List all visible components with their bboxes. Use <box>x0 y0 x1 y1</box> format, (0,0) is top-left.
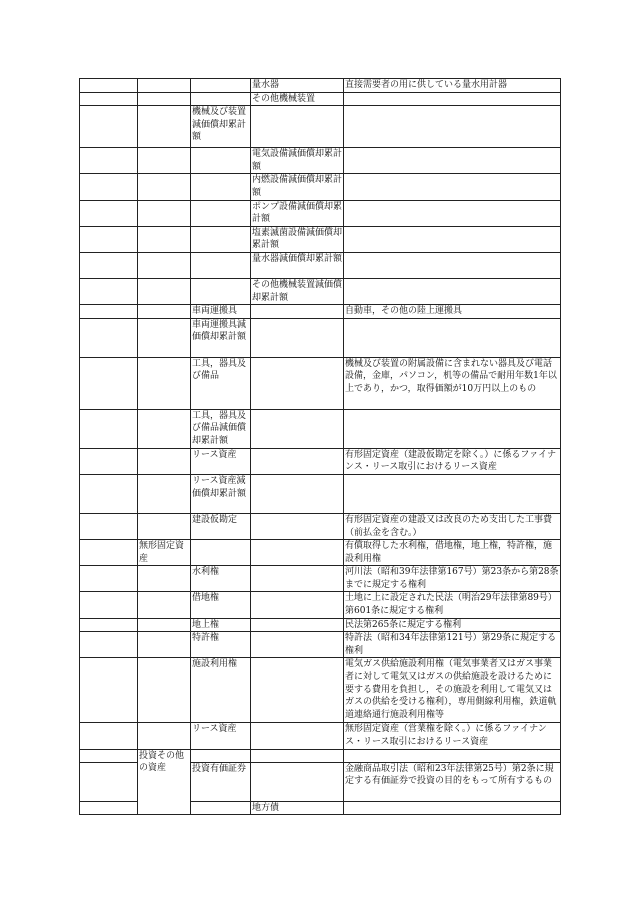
cell <box>138 592 191 618</box>
cell <box>251 632 344 658</box>
table-row <box>80 513 561 539</box>
cell: 土地に上に設定された民法（明治29年法律第89号）第601条に規定する権利 <box>344 592 561 618</box>
cell: 金融商品取引法（昭和23年法律第25号）第2条に規定する有価証券で投資の目的をもって所有するもの <box>344 762 561 801</box>
table-row <box>80 106 561 148</box>
cell <box>191 92 251 106</box>
cell: その他機械装置減価償却累計額 <box>251 278 344 304</box>
cell <box>80 540 138 566</box>
cell: リース資産減価償却累計額 <box>191 474 251 513</box>
cell <box>344 200 561 226</box>
cell: 有償取得した水利権，借地権，地上権，特許権，施設利用権 <box>344 540 561 566</box>
cell: 施設利用権 <box>191 658 251 723</box>
cell <box>80 658 138 723</box>
cell <box>80 618 138 632</box>
table-row <box>80 92 561 106</box>
cell <box>80 357 138 409</box>
cell <box>80 801 138 815</box>
table-row <box>80 540 561 566</box>
cell: 無形固定資産（営業権を除く。）に係るファイナンス・リース取引におけるリース資産 <box>344 723 561 749</box>
cell <box>191 200 251 226</box>
cell <box>191 749 251 762</box>
cell <box>191 540 251 566</box>
table-row <box>80 658 561 723</box>
table-row <box>80 632 561 658</box>
cell: 工具，器具及び備品 <box>191 357 251 409</box>
table-row <box>80 566 561 592</box>
cell <box>80 305 138 319</box>
cell <box>251 357 344 409</box>
cell: 投資その他の資産 <box>138 749 191 815</box>
cell <box>138 618 191 632</box>
table-row <box>80 252 561 278</box>
cell <box>80 200 138 226</box>
table-row <box>80 148 561 174</box>
cell: ポンプ設備減価償却累計額 <box>251 200 344 226</box>
cell <box>138 305 191 319</box>
cell: 機械及び装置減価償却累計額 <box>191 106 251 148</box>
cell: 民法第265条に規定する権利 <box>344 618 561 632</box>
cell: 量水器 <box>251 79 344 93</box>
cell <box>138 278 191 304</box>
cell: 工具，器具及び備品減価償却累計額 <box>191 409 251 448</box>
cell: 地上権 <box>191 618 251 632</box>
cell: 自動車，その他の陸上運搬具 <box>344 305 561 319</box>
cell <box>251 658 344 723</box>
cell: 直接需要者の用に供している量水用計器 <box>344 79 561 93</box>
cell: 無形固定資産 <box>138 540 191 566</box>
cell <box>80 474 138 513</box>
cell <box>138 226 191 252</box>
table-row <box>80 226 561 252</box>
cell <box>191 278 251 304</box>
cell: 有形固定資産の建設又は改良のため支出した工事費（前払金を含む。） <box>344 513 561 539</box>
cell <box>251 749 344 762</box>
cell <box>138 92 191 106</box>
cell <box>80 749 138 762</box>
cell: 量水器減価償却累計額 <box>251 252 344 278</box>
cell <box>80 723 138 749</box>
cell <box>344 106 561 148</box>
cell: 電気設備減価償却累計額 <box>251 148 344 174</box>
table-row <box>80 409 561 448</box>
cell <box>80 92 138 106</box>
cell <box>251 305 344 319</box>
cell <box>344 226 561 252</box>
cell <box>138 723 191 749</box>
cell <box>80 226 138 252</box>
cell: 車両運搬具減価償却累計額 <box>191 318 251 357</box>
cell: 機械及び装置の附属設備に含まれない器具及び電話設備，金庫，パソコン，机等の備品で耐用年数1年以上であり，かつ，取得価額が10万円以上のもの <box>344 357 561 409</box>
cell <box>251 513 344 539</box>
cell <box>251 106 344 148</box>
cell <box>251 618 344 632</box>
cell: 借地権 <box>191 592 251 618</box>
cell <box>80 632 138 658</box>
cell: 電気ガス供給施設利用権（電気事業者又はガス事業者に対して電気又はガスの供給施設を設けるために要する費用を負担し，その施設を利用して電気又はガスの供給を受ける権利），専用側線利用権，鉄道軌道連絡通行施設利用権等 <box>344 658 561 723</box>
cell <box>138 566 191 592</box>
cell <box>344 318 561 357</box>
cell <box>344 278 561 304</box>
cell: 有形固定資産（建設仮勘定を除く。）に係るファイナンス・リース取引におけるリース資産 <box>344 448 561 474</box>
cell <box>344 474 561 513</box>
cell <box>80 318 138 357</box>
cell <box>138 148 191 174</box>
cell <box>191 226 251 252</box>
cell <box>80 762 138 801</box>
cell <box>138 357 191 409</box>
cell <box>191 252 251 278</box>
cell <box>138 409 191 448</box>
cell: 塩素滅菌設備減価償却累計額 <box>251 226 344 252</box>
cell <box>80 148 138 174</box>
cell <box>138 318 191 357</box>
cell <box>80 79 138 93</box>
cell <box>344 749 561 762</box>
cell: 地方債 <box>251 801 344 815</box>
cell: リース資産 <box>191 723 251 749</box>
table-row <box>80 174 561 200</box>
cell <box>191 148 251 174</box>
cell <box>138 174 191 200</box>
table-row <box>80 278 561 304</box>
cell <box>138 448 191 474</box>
cell: 特許法（昭和34年法律第121号）第29条に規定する権利 <box>344 632 561 658</box>
cell <box>251 762 344 801</box>
table-row <box>80 305 561 319</box>
cell <box>344 252 561 278</box>
cell <box>138 632 191 658</box>
table-row <box>80 200 561 226</box>
cell: 特許権 <box>191 632 251 658</box>
cell <box>138 513 191 539</box>
cell <box>138 474 191 513</box>
cell <box>344 174 561 200</box>
cell <box>251 318 344 357</box>
table-row <box>80 448 561 474</box>
table-row <box>80 749 561 762</box>
cell: その他機械装置 <box>251 92 344 106</box>
cell <box>344 148 561 174</box>
cell <box>138 252 191 278</box>
cell <box>80 592 138 618</box>
cell <box>138 200 191 226</box>
table-row <box>80 357 561 409</box>
table-row <box>80 592 561 618</box>
cell: 内燃設備減価償却累計額 <box>251 174 344 200</box>
cell <box>251 448 344 474</box>
cell <box>251 566 344 592</box>
cell <box>80 448 138 474</box>
cell <box>191 801 251 815</box>
cell: リース資産 <box>191 448 251 474</box>
cell: 投資有価証券 <box>191 762 251 801</box>
cell <box>138 79 191 93</box>
cell <box>80 409 138 448</box>
table-row <box>80 474 561 513</box>
cell <box>344 92 561 106</box>
cell <box>80 106 138 148</box>
cell <box>251 540 344 566</box>
cell <box>251 592 344 618</box>
cell <box>251 723 344 749</box>
cell <box>251 409 344 448</box>
cell <box>191 174 251 200</box>
cell <box>344 801 561 815</box>
account-table <box>79 78 561 815</box>
cell <box>80 278 138 304</box>
cell: 水利権 <box>191 566 251 592</box>
table-row <box>80 79 561 93</box>
cell <box>80 513 138 539</box>
cell <box>80 566 138 592</box>
cell <box>138 658 191 723</box>
cell <box>80 174 138 200</box>
cell <box>80 252 138 278</box>
table-row <box>80 618 561 632</box>
cell: 建設仮勘定 <box>191 513 251 539</box>
cell <box>251 474 344 513</box>
table-row <box>80 723 561 749</box>
cell: 車両運搬具 <box>191 305 251 319</box>
table-row <box>80 318 561 357</box>
cell <box>138 106 191 148</box>
cell: 河川法（昭和39年法律第167号）第23条から第28条までに規定する権利 <box>344 566 561 592</box>
cell <box>191 79 251 93</box>
cell <box>344 409 561 448</box>
